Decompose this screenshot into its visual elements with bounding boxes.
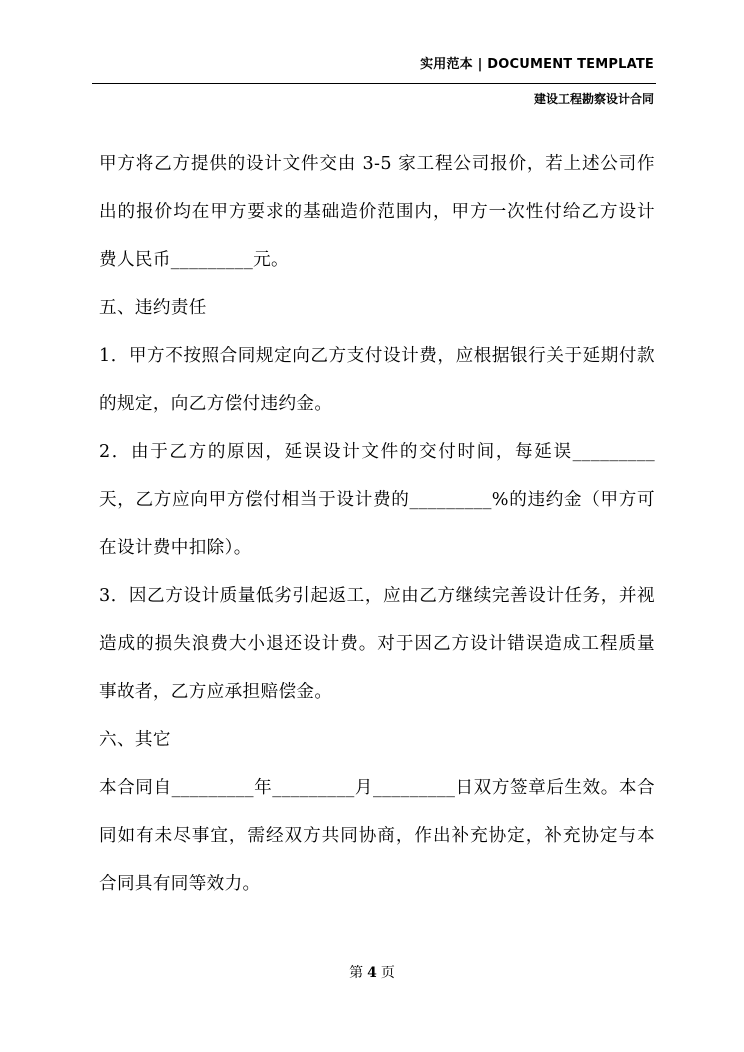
- page-header: [0, 0, 744, 110]
- page-number: 4: [367, 965, 377, 981]
- header-divider: [92, 83, 656, 84]
- footer-prefix: 第: [349, 965, 364, 981]
- section-heading-breach-liability: 五、违约责任: [99, 298, 207, 318]
- header-contract-title: 建设工程勘察设计合同: [533, 92, 654, 106]
- clause-2-delivery-delay: 2．由于乙方的原因，延误设计文件的交付时间，每延误_________天，乙方应向甲方偿付相当于设计费的_________%的违约金（甲方可在设计费中扣除）。: [99, 442, 655, 558]
- paragraph-effective-date: 本合同自_________年_________月_________日双方签章后生效。本合同如有未尽事宜，需经双方共同协商，作出补充协定，补充协定与本合同具有同等效力。: [99, 778, 655, 894]
- header-document-template-label: 实用范本 | DOCUMENT TEMPLATE: [420, 57, 654, 72]
- paragraph-design-fee: 甲方将乙方提供的设计文件交由 3-5 家工程公司报价，若上述公司作出的报价均在甲方要求的基础造价范围内，甲方一次性付给乙方设计费人民币_________元。: [99, 154, 655, 270]
- section-heading-other: 六、其它: [99, 730, 171, 750]
- document-body: [99, 140, 655, 908]
- footer-suffix: 页: [380, 965, 395, 981]
- page-footer: [0, 962, 744, 982]
- clause-1-payment-delay: 1．甲方不按照合同规定向乙方支付设计费，应根据银行关于延期付款的规定，向乙方偿付违约金。: [99, 346, 655, 414]
- clause-3-design-quality: 3．因乙方设计质量低劣引起返工，应由乙方继续完善设计任务，并视造成的损失浪费大小退还设计费。对于因乙方设计错误造成工程质量事故者，乙方应承担赔偿金。: [99, 586, 655, 702]
